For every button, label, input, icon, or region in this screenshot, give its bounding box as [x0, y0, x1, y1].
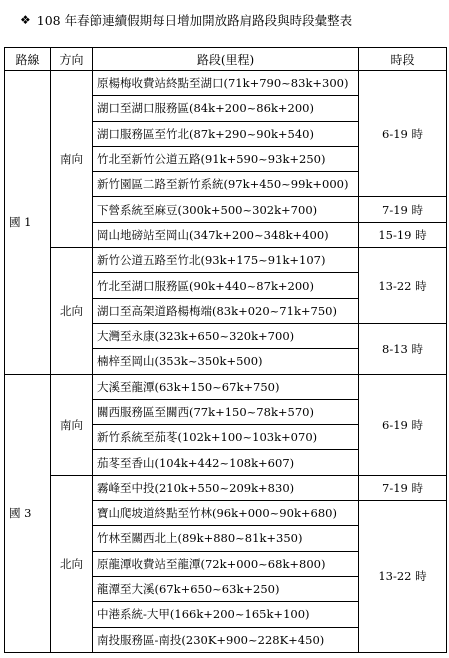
diamond-bullet-icon: ❖: [20, 13, 31, 27]
section-cell: 竹林至關西北上(89k+880~81k+350): [93, 526, 359, 551]
header-direction: 方向: [51, 48, 93, 71]
header-route: 路線: [5, 48, 51, 71]
section-cell: 岡山地磅站至岡山(347k+200~348k+400): [93, 222, 359, 247]
section-cell: 茄苳至香山(104k+442~108k+607): [93, 450, 359, 475]
section-cell: 湖口服務區至竹北(87k+290~90k+540): [93, 121, 359, 146]
section-cell: 南投服務區-南投(230K+900~228K+450): [93, 627, 359, 652]
table-row: [5, 374, 447, 399]
direction-cell: 北向: [51, 475, 93, 652]
table-row: [5, 71, 447, 96]
time-cell: 6-19 時: [359, 71, 447, 197]
direction-cell: 南向: [51, 374, 93, 475]
direction-cell: 北向: [51, 248, 93, 374]
section-cell: 新竹園區二路至新竹系統(97k+450~99k+000): [93, 172, 359, 197]
section-cell: 原楊梅收費站終點至湖口(71k+790~83k+300): [93, 71, 359, 96]
header-row: [5, 48, 447, 71]
header-section: 路段(里程): [93, 48, 359, 71]
section-cell: 霧峰至中投(210k+550~209k+830): [93, 475, 359, 500]
time-cell: 13-22 時: [359, 248, 447, 324]
section-cell: 新竹系統至茄苳(102k+100~103k+070): [93, 425, 359, 450]
table-row: [5, 248, 447, 273]
section-cell: 中港系統-大甲(166k+200~165k+100): [93, 602, 359, 627]
title-text: 108 年春節連續假期每日增加開放路肩路段與時段彙整表: [36, 13, 353, 28]
section-cell: 大溪至龍潭(63k+150~67k+750): [93, 374, 359, 399]
time-cell: 6-19 時: [359, 374, 447, 475]
section-cell: 關西服務區至關西(77k+150~78k+570): [93, 399, 359, 424]
section-cell: 寶山爬坡道終點至竹林(96k+000~90k+680): [93, 501, 359, 526]
section-cell: 湖口至高架道路楊梅端(83k+020~71k+750): [93, 298, 359, 323]
section-cell: 楠梓至岡山(353k~350k+500): [93, 349, 359, 374]
header-time: 時段: [359, 48, 447, 71]
section-cell: 新竹公道五路至竹北(93k+175~91k+107): [93, 248, 359, 273]
section-cell: 竹北至湖口服務區(90k+440~87k+200): [93, 273, 359, 298]
section-cell: 下營系統至麻豆(300k+500~302k+700): [93, 197, 359, 222]
section-cell: 竹北至新竹公道五路(91k+590~93k+250): [93, 146, 359, 171]
section-cell: 原龍潭收費站至龍潭(72k+000~68k+800): [93, 551, 359, 576]
section-cell: 湖口至湖口服務區(84k+200~86k+200): [93, 96, 359, 121]
document-title: [20, 9, 352, 31]
route-cell: 國 3: [5, 374, 51, 652]
table-row: [5, 475, 447, 500]
section-cell: 龍潭至大溪(67k+650~63k+250): [93, 576, 359, 601]
time-cell: 13-22 時: [359, 501, 447, 653]
time-cell: 8-13 時: [359, 323, 447, 374]
section-cell: 大灣至永康(323k+650~320k+700): [93, 323, 359, 348]
time-cell: 15-19 時: [359, 222, 447, 247]
time-cell: 7-19 時: [359, 197, 447, 222]
direction-cell: 南向: [51, 71, 93, 248]
time-cell: 7-19 時: [359, 475, 447, 500]
road-shoulder-table: [4, 47, 447, 653]
route-cell: 國 1: [5, 71, 51, 375]
